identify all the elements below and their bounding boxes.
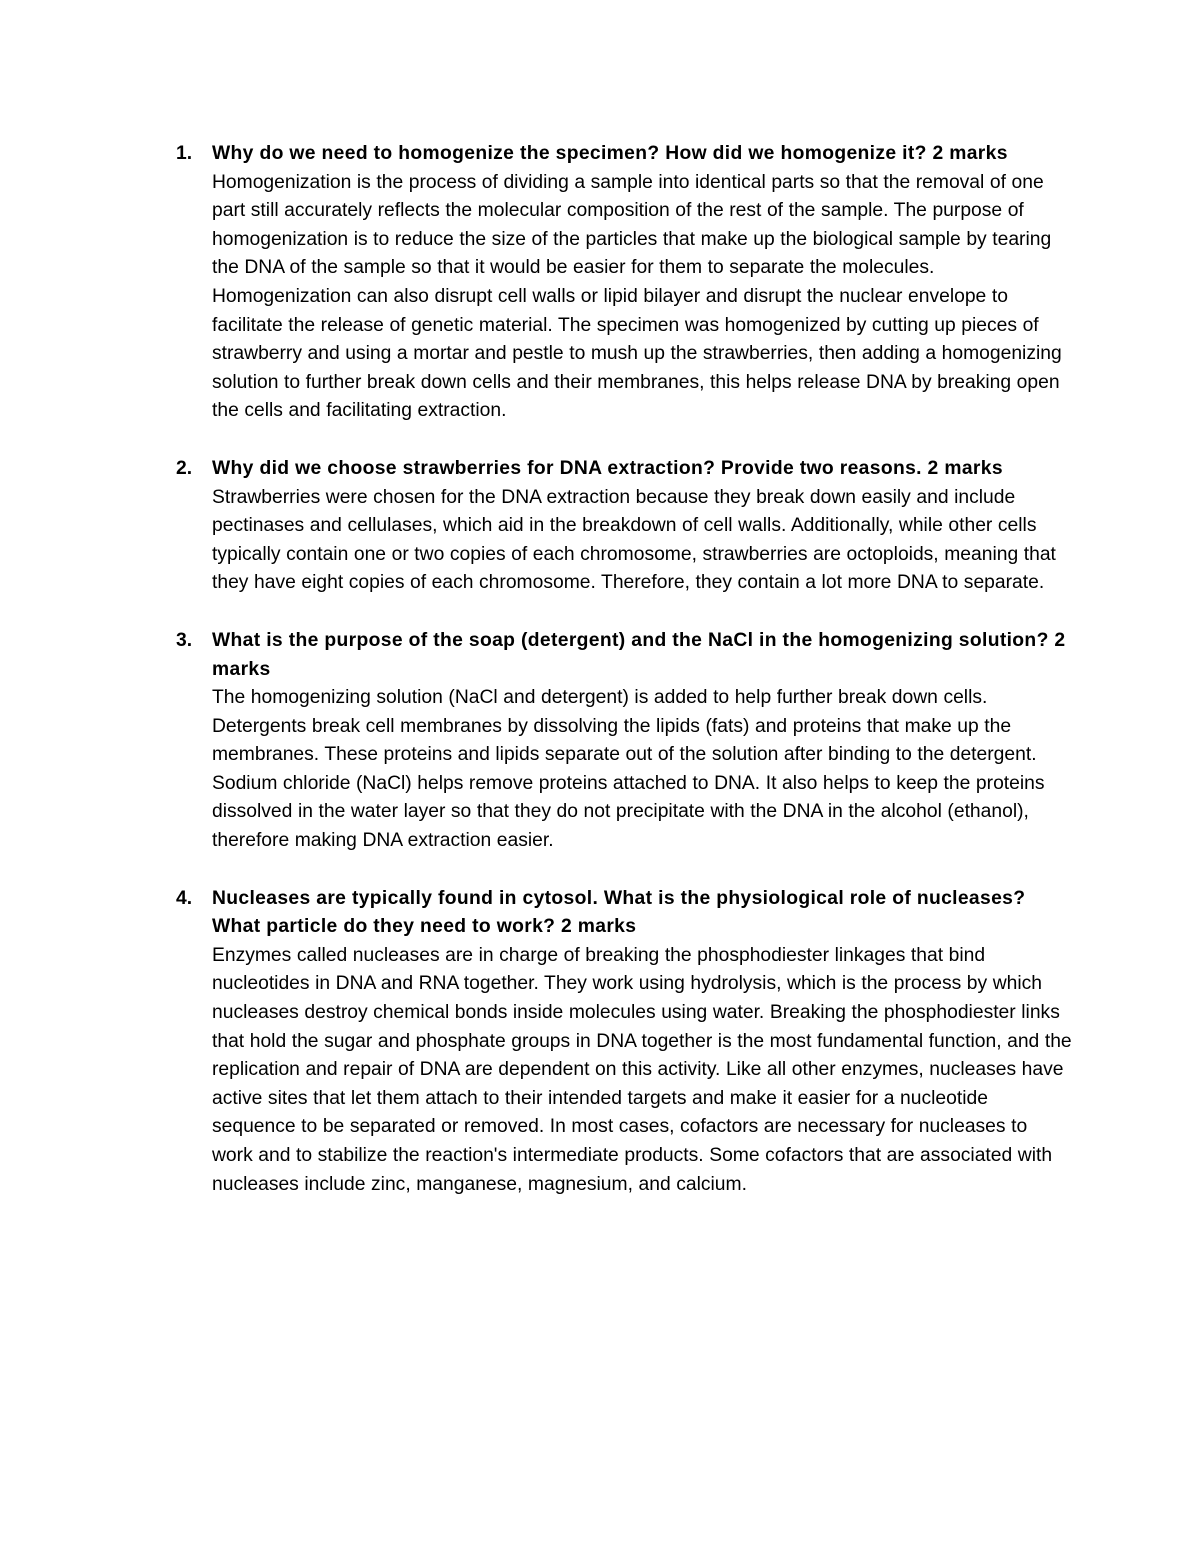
question-item-2 — [172, 455, 1072, 598]
question-item-1 — [172, 140, 1072, 426]
question-text: Nucleases are typically found in cytosol. What is the physiological role of nucleases? What particle do they need to work? 2 marks — [212, 887, 1026, 938]
question-number: 3. — [176, 629, 193, 651]
question-text: Why do we need to homogenize the specimen? How did we homogenize it? 2 marks — [212, 143, 1008, 164]
question-item-4 — [172, 885, 1072, 1200]
answer-text: Strawberries were chosen for the DNA extraction because they break down easily and include pectinases and cellulases, which aid in the breakdown of cell walls. Additionally, while other cells typically contain one or two copies of each chromosome, strawberries are octoploids, meaning that they have eight copies of each chromosome. Therefore, they contain a lot more DNA to separate. — [212, 486, 1056, 594]
question-number: 1. — [176, 143, 193, 164]
question-text: Why did we choose strawberries for DNA extraction? Provide two reasons. 2 marks — [212, 457, 1003, 479]
question-number: 2. — [176, 457, 193, 479]
question-text: What is the purpose of the soap (detergent) and the NaCl in the homogenizing solution? 2 marks — [212, 629, 1066, 680]
answer-text: The homogenizing solution (NaCl and detergent) is added to help further break down cells. Detergents break cell membranes by dissolving the lipids (fats) and proteins that make up the membranes. These proteins and lipids separate out of the solution after binding to the detergent. Sodium chloride (NaCl) helps remove proteins attached to DNA. It also helps to keep the proteins dissolved in the water layer so that they do not precipitate with the DNA in the alcohol (ethanol), therefore making DNA extraction easier. — [212, 687, 1045, 852]
question-number: 4. — [176, 887, 193, 909]
question-item-3 — [172, 627, 1072, 856]
question-list — [172, 140, 1072, 1228]
answer-text: Homogenization is the process of dividing a sample into identical parts so that the removal of one part still accurately reflects the molecular composition of the rest of the sample. The purpose of homogenization is to reduce the size of the particles that make up the biological sample by tearing the DNA of the sample so that it would be easier for them to separate the molecules. Homogenization can also disrupt cell walls or lipid bilayer and disrupt the nuclear envelope to facilitate the release of genetic material. The specimen was homogenized by cutting up pieces of strawberry and using a mortar and pestle to mush up the strawberries, then adding a homogenizing solution to further break down cells and their membranes, this helps release DNA by breaking open the cells and facilitating extraction. — [212, 171, 1062, 422]
answer-text: Enzymes called nucleases are in charge of breaking the phosphodiester linkages that bind nucleotides in DNA and RNA together. They work using hydrolysis, which is the process by which nucleases destroy chemical bonds inside molecules using water. Breaking the phosphodiester links that hold the sugar and phosphate groups in DNA together is the most fundamental function, and the replication and repair of DNA are dependent on this activity. Like all other enzymes, nucleases have active sites that let them attach to their intended targets and make it easier for a nucleotide sequence to be separated or removed. In most cases, cofactors are necessary for nucleases to work and to stabilize the reaction's intermediate products. Some cofactors that are associated with nucleases include zinc, manganese, magnesium, and calcium. — [212, 944, 1072, 1195]
